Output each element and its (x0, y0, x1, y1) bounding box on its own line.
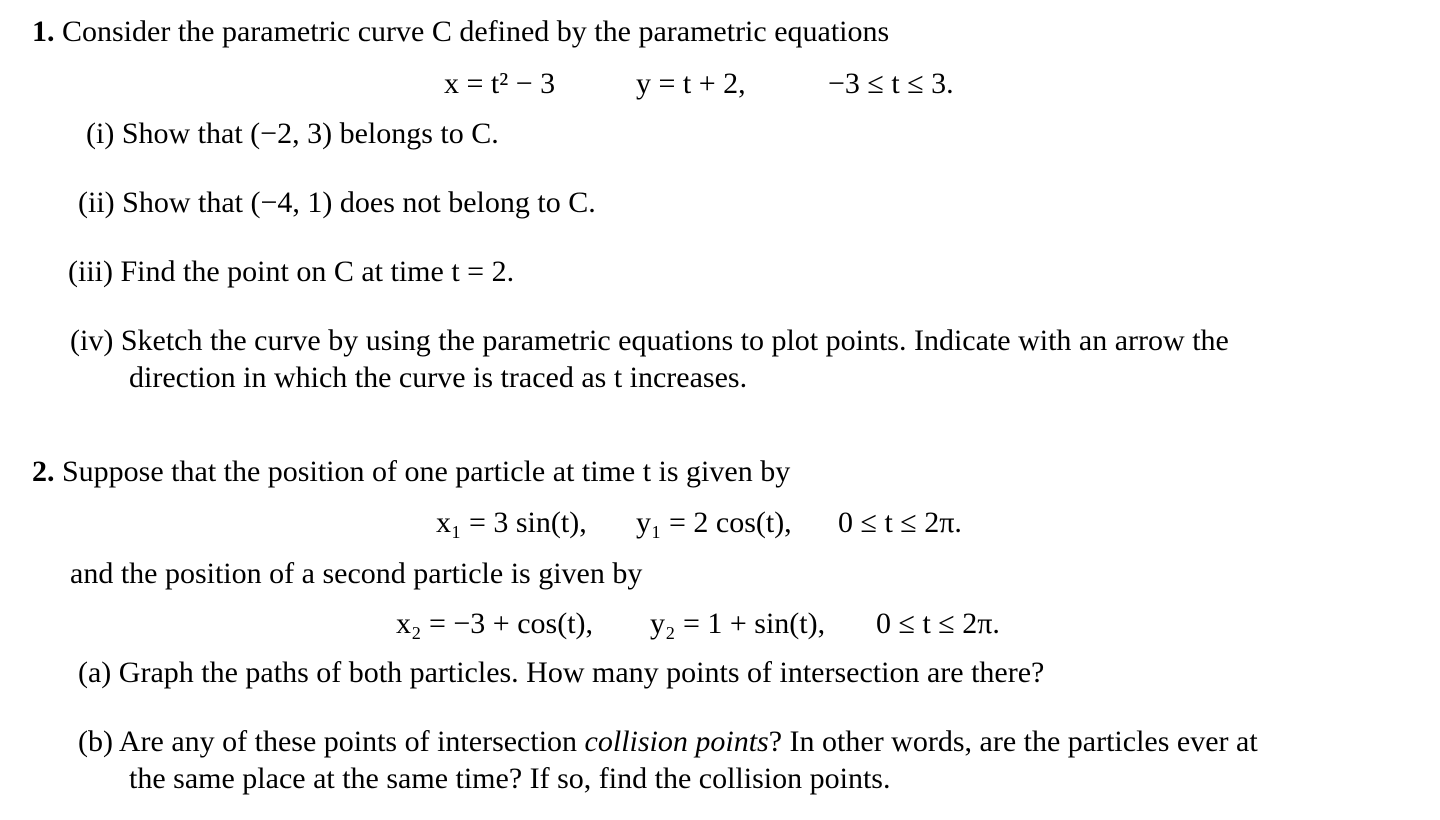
problem-2-heading (32, 454, 790, 490)
equation-range-1: 0 ≤ t ≤ 2π. (838, 506, 962, 539)
part-2-b-continued (129, 761, 890, 797)
equation-x: x = t² − 3 (444, 67, 556, 100)
part-1-i (86, 116, 499, 152)
part-label: (ii) (78, 186, 115, 219)
part-text: Graph the paths of both particles. How many points of intersection are there? (118, 656, 1045, 689)
equation-x1: x₁ = 3 sin(t), (436, 506, 587, 539)
part-label: (iii) (68, 255, 113, 288)
problem-1-intro: Consider the parametric curve C defined by the parametric equations (62, 15, 890, 48)
problem-2-number: 2. (32, 455, 55, 488)
part-text-before: Are any of these points of intersection (118, 725, 585, 758)
part-text-continued: direction in which the curve is traced as t increases. (129, 361, 748, 394)
equation-range-2: 0 ≤ t ≤ 2π. (876, 607, 1000, 640)
part-text-continued: the same place at the same time? If so, find the collision points. (129, 762, 891, 795)
problem-2-middle (70, 556, 642, 592)
part-1-iv-continued (129, 360, 747, 396)
part-2-b (78, 724, 1258, 760)
equation-y1: y₁ = 2 cos(t), (636, 506, 792, 539)
part-label: (iv) (70, 324, 114, 357)
part-label: (b) (78, 725, 113, 758)
problem-2-intro: Suppose that the position of one particle at time t is given by (62, 455, 791, 488)
part-1-iii (68, 254, 514, 290)
problem-2-equation-1 (0, 505, 1440, 541)
part-label: (i) (86, 117, 115, 150)
part-text: Show that (−4, 1) does not belong to C. (122, 186, 596, 219)
problem-1-heading (32, 14, 889, 50)
equation-y2: y₂ = 1 + sin(t), (650, 607, 826, 640)
problem-2-equation-2 (0, 606, 1440, 642)
part-text: Show that (−2, 3) belongs to C. (121, 117, 499, 150)
problem-2-middle-text: and the position of a second particle is given by (70, 557, 643, 590)
equation-x2: x₂ = −3 + cos(t), (396, 607, 594, 640)
part-1-iv (70, 323, 1229, 359)
problem-1-equations (0, 66, 1440, 102)
part-text: Find the point on C at time t = 2. (120, 255, 515, 288)
problem-1-number: 1. (32, 15, 55, 48)
part-text-after: ? In other words, are the particles ever at (768, 725, 1258, 758)
equation-y: y = t + 2, (636, 67, 746, 100)
equation-range: −3 ≤ t ≤ 3. (828, 67, 954, 100)
part-2-a (78, 655, 1044, 691)
part-text: Sketch the curve by using the parametric equations to plot points. Indicate with an arrow the (120, 324, 1229, 357)
part-label: (a) (78, 656, 112, 689)
part-text-italic: collision points (584, 725, 769, 758)
part-1-ii (78, 185, 596, 221)
